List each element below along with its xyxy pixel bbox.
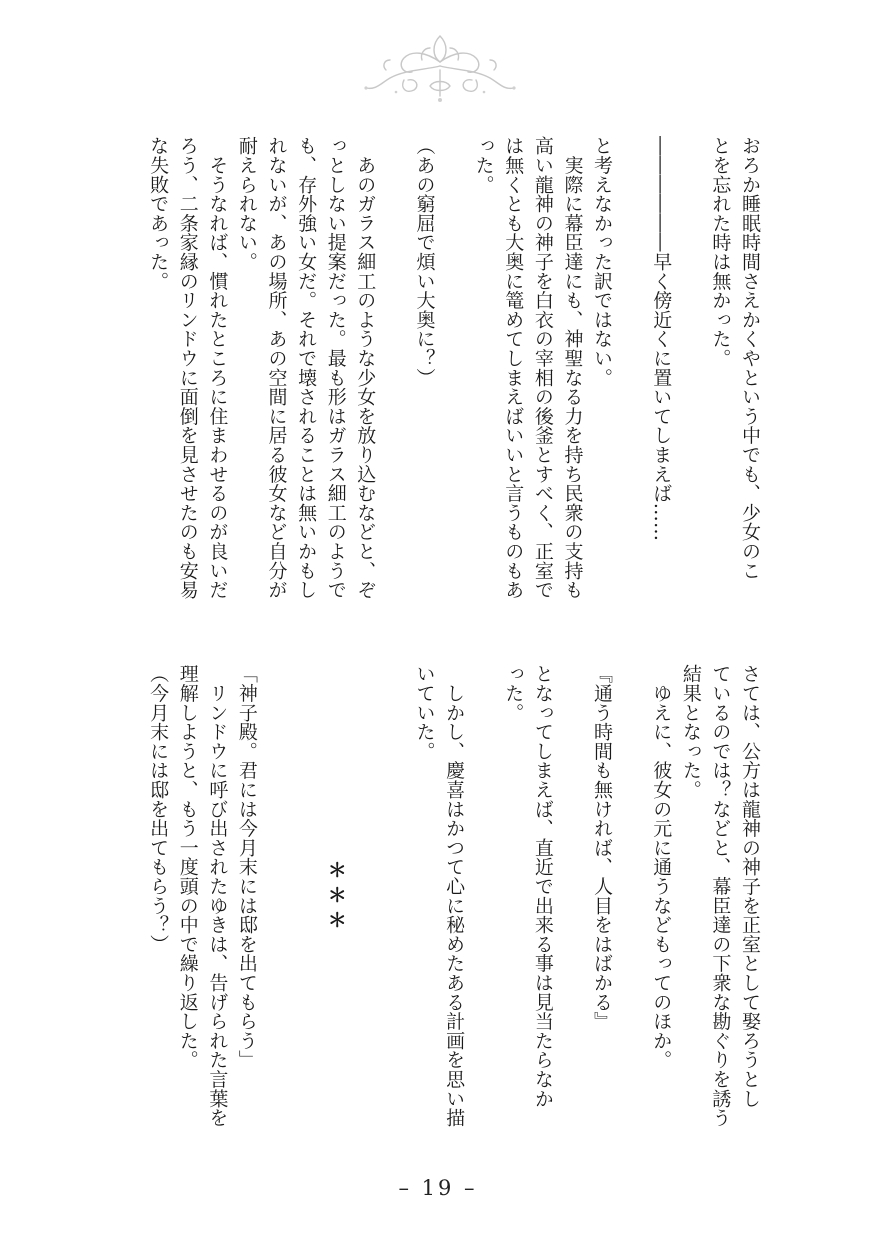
text-line: とを忘れた時は無かった。 — [709, 136, 732, 368]
text-line: あのガラス細工のような少女を放り込むなどと、ぞ — [354, 136, 377, 600]
text-line: リンドウに呼び出されたゆきは、告げられた言葉を — [206, 664, 229, 1128]
text-line: ているのでは？などと、幕臣達の下衆な勘ぐりを誘う — [709, 664, 732, 1128]
text-line: おろか睡眠時間さえかくやという中でも、少女のこ — [739, 136, 761, 580]
text-line: 耐えられない。 — [235, 136, 258, 272]
text-line: そうなれば、慣れたところに住まわせるのが良いだ — [206, 136, 229, 600]
text-line: と考えなかった訳ではない。 — [591, 136, 614, 387]
text-line: れないが、あの場所、あの空間に居る彼女など自分が — [265, 136, 288, 600]
blank-line — [438, 136, 468, 612]
text-line: っとしない提案だった。最も形はガラス細工のようで — [324, 136, 347, 600]
text-line: （今月末には邸を出てもらう？） — [147, 664, 170, 954]
blank-line — [379, 664, 409, 1130]
text-line: 『通う時間も無ければ、人目をはばかる』 — [591, 664, 614, 1031]
text-line: 結果となった。 — [679, 664, 702, 800]
text-line: も、存外強い女だ。それで壊されることは無いかもし — [295, 136, 318, 600]
text-line: さては、公方は龍神の神子を正室として娶ろうとし — [739, 664, 761, 1108]
text-line: 高い龍神の神子を白衣の宰相の後釜とすべく、正室で — [531, 136, 554, 600]
page-number: – 19 – — [398, 1176, 478, 1200]
text-line: った。 — [502, 664, 525, 722]
text-line: ろう、二条家縁のリンドウに面倒を見させたのも安易 — [176, 136, 199, 600]
blank-line — [616, 664, 646, 1130]
blank-line — [468, 664, 498, 1130]
text-line: 「神子殿。君には今月末には邸を出てもらう」 — [235, 664, 258, 1070]
text-line: った。 — [472, 136, 495, 194]
text-line: は無くとも大奥に篭めてしまえばいいと言うものもあ — [502, 136, 525, 600]
blank-line — [675, 136, 705, 612]
text-line: となってしまえば、直近で出来る事は見当たらなか — [531, 664, 554, 1108]
text-line: しかし、慶喜はかつて心に秘めたある計画を思い描 — [443, 664, 466, 1128]
blank-line — [350, 664, 380, 1130]
blank-line — [379, 136, 409, 612]
text-line: ゆえに、彼女の元に通うなどもってのほか。 — [650, 664, 673, 1070]
text-line: （あの窮屈で煩い大奥に？） — [413, 136, 436, 387]
blank-line — [291, 664, 321, 1130]
lower-text-block — [114, 664, 764, 1130]
text-line: ――――――早く傍近くに置いてしまえば…… — [650, 136, 673, 542]
upper-text-block — [114, 136, 764, 612]
text-line: な失敗であった。 — [147, 136, 170, 291]
blank-line — [557, 664, 587, 1130]
blank-line — [616, 136, 646, 612]
scene-break-asterisks: ＊＊＊ — [324, 859, 347, 935]
blank-line — [261, 664, 291, 1130]
text-line: 理解しようと、もう一度頭の中で繰り返した。 — [176, 664, 199, 1070]
text-line: 実際に幕臣達にも、神聖なる力を持ち民衆の支持も — [561, 136, 584, 600]
ornament-flourish-icon — [360, 30, 520, 112]
text-line: いていた。 — [413, 664, 436, 761]
